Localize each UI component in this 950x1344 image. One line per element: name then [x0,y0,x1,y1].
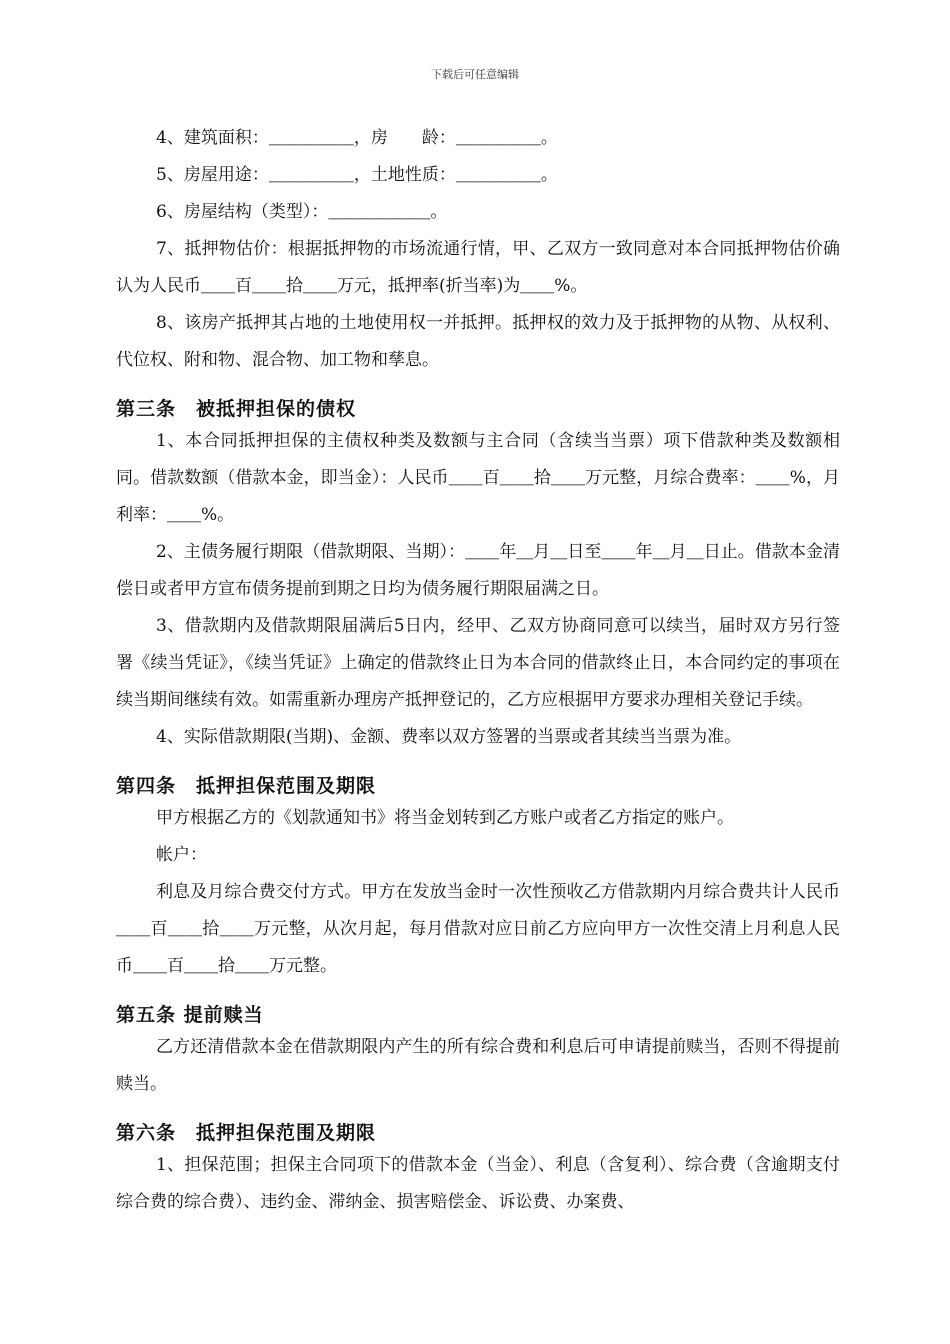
article-4-item-3: 利息及月综合费交付方式。甲方在发放当金时一次性预收乙方借款期内月综合费共计人民币＿＿百＿＿拾＿＿万元整，从次月起，每月借款对应日前乙方应向甲方一次性交清上月利息人民币＿＿百＿＿拾＿＿万元整。 [116,882,840,976]
page-header: 下载后可任意编辑 [431,68,519,81]
clause-7-valuation: 7、抵押物估价：根据抵押物的市场流通行情，甲、乙双方一致同意对本合同抵押物估价确认为人民币＿＿百＿＿拾＿＿万元，抵押率(折当率)为＿＿%。 [116,239,840,296]
clause-5-house-use: 5、房屋用途：＿＿＿＿＿，土地性质：＿＿＿＿＿。 [156,165,558,185]
article-6-heading: 第六条 抵押担保范围及期限 [116,1122,377,1144]
clause-6-house-structure: 6、房屋结构（类型）：＿＿＿＿＿＿。 [156,202,448,222]
article-3-item-2: 2、主债务履行期限（借款期限、当期）：＿＿年＿月＿日至＿＿年＿月＿日止。借款本金清偿日或者甲方宣布债务提前到期之日均为债务履行期限届满之日。 [116,542,840,599]
document-body [116,120,840,1221]
article-3-item-4: 4、实际借款期限(当期)、金额、费率以双方签署的当票或者其续当当票为准。 [156,727,742,747]
article-3-item-3: 3、借款期内及借款期限届满后5日内，经甲、乙双方协商同意可以续当，届时双方另行签署《续当凭证》，《续当凭证》上确定的借款终止日为本合同的借款终止日，本合同约定的事项在续当期间继续有效。如需重新办理房产抵押登记的，乙方应根据甲方要求办理相关登记手续。 [116,616,840,710]
article-4-heading: 第四条 抵押担保范围及期限 [116,775,377,797]
article-5-heading: 第五条 提前赎当 [116,1004,264,1026]
article-4-account: 帐户： [156,845,207,865]
clause-8-land-use-right: 8、该房产抵押其占地的土地使用权一并抵押。抵押权的效力及于抵押物的从物、从权利、代位权、附和物、混合物、加工物和孳息。 [116,313,840,370]
article-3-item-1: 1、本合同抵押担保的主债权种类及数额与主合同（含续当当票）项下借款种类及数额相同。借款数额（借款本金，即当金）：人民币＿＿百＿＿拾＿＿万元整，月综合费率：＿＿%，月利率：＿＿%。 [116,431,840,525]
clause-4-building-area: 4、建筑面积：＿＿＿＿＿，房 龄：＿＿＿＿＿。 [156,128,558,148]
article-4-item-1: 甲方根据乙方的《划款通知书》将当金划转到乙方账户或者乙方指定的账户。 [156,808,734,828]
article-3-heading: 第三条 被抵押担保的债权 [116,398,357,420]
article-6-item-1: 1、担保范围；担保主合同项下的借款本金（当金）、利息（含复利）、综合费（含逾期支付综合费的综合费）、违约金、滞纳金、损害赔偿金、诉讼费、办案费、 [116,1155,840,1212]
article-5-item-1: 乙方还清借款本金在借款期限内产生的所有综合费和利息后可申请提前赎当，否则不得提前赎当。 [116,1037,840,1094]
